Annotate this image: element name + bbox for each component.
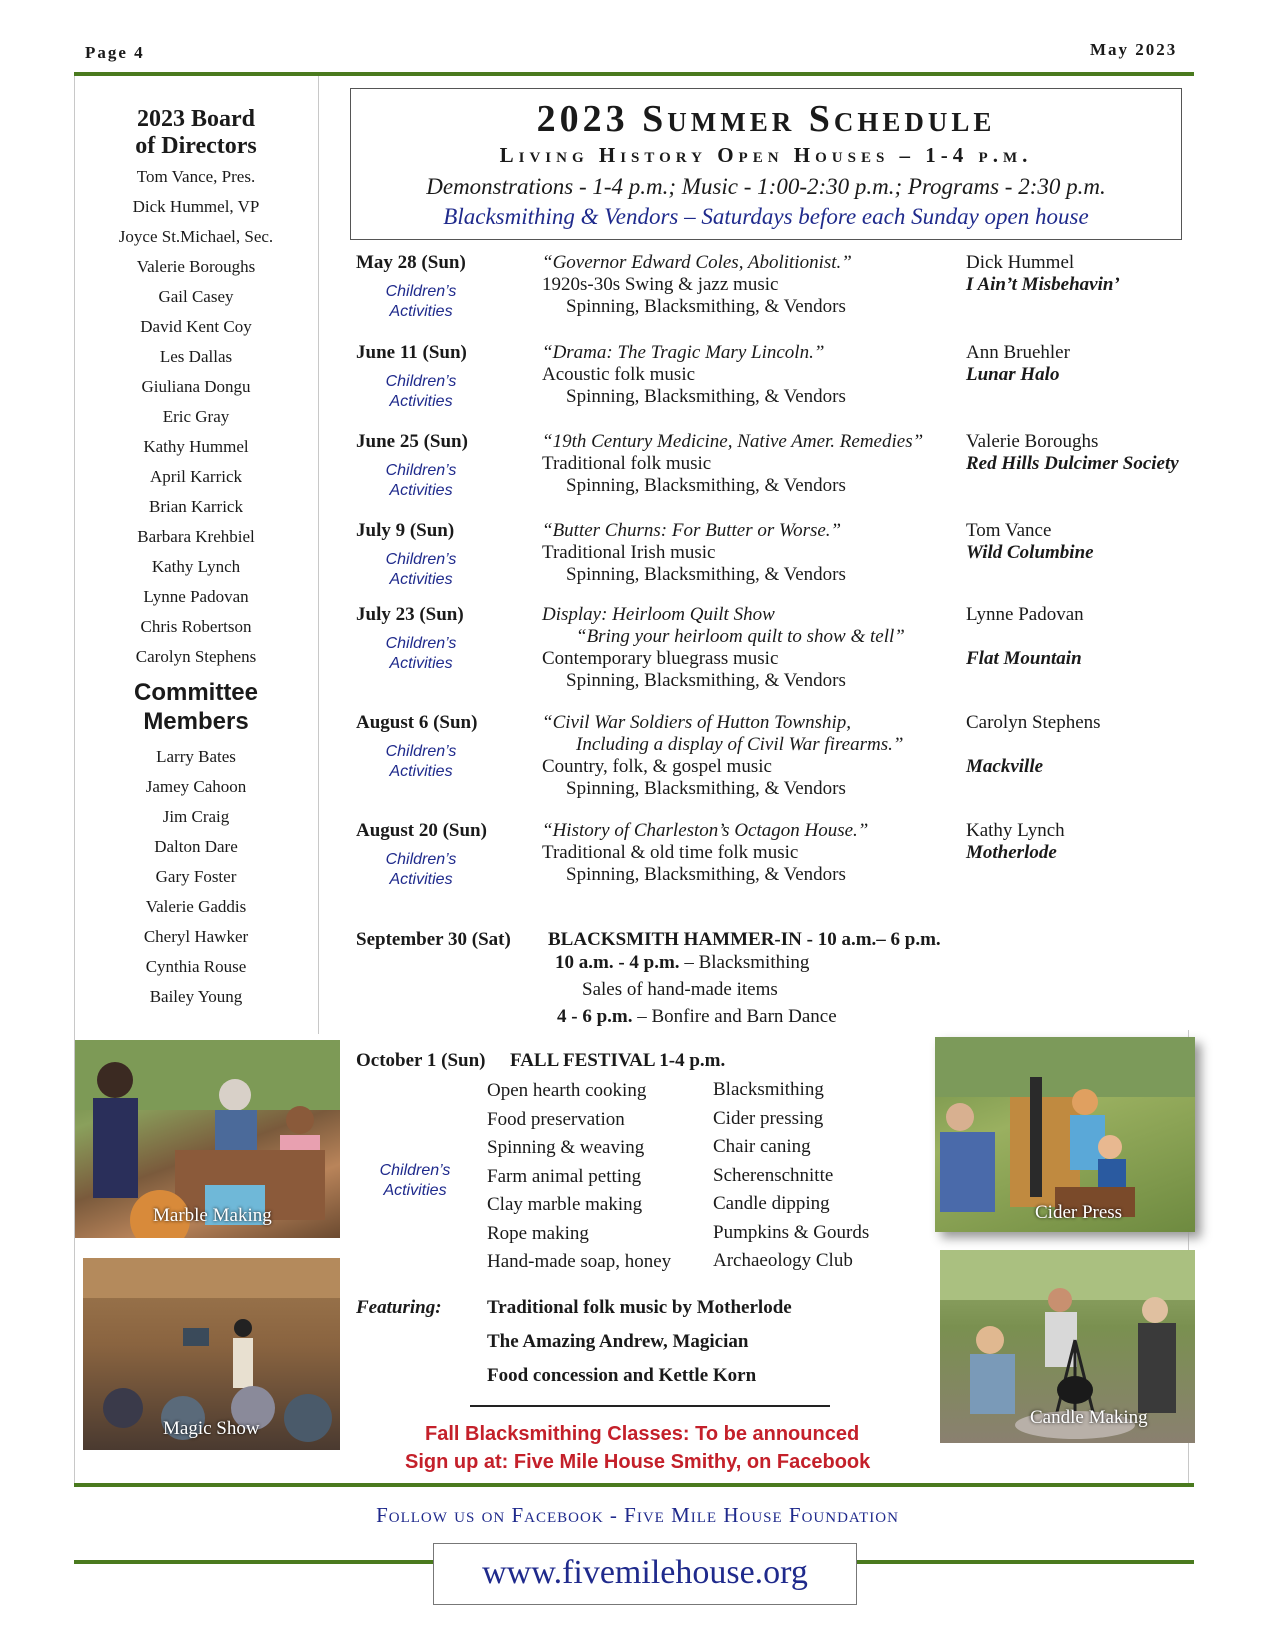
childrens-activities: Children’s Activities [385, 635, 457, 672]
marble-making-caption: Marble Making [153, 1205, 272, 1226]
event-music: Traditional & old time folk music [542, 842, 799, 863]
festival-activity: Chair caning [713, 1136, 811, 1157]
event-music: Acoustic folk music [542, 364, 696, 385]
event-band: Lunar Halo [966, 364, 1060, 385]
board-member: Valerie Boroughs [136, 257, 256, 276]
hammerin-title: BLACKSMITH HAMMER-IN - 10 a.m.– 6 p.m. [548, 929, 941, 950]
festival-activity: Clay marble making [487, 1194, 643, 1215]
website-link[interactable]: www.fivemilehouse.org [433, 1543, 857, 1605]
event-activities: Spinning, Blacksmithing, & Vendors [566, 564, 846, 585]
magic-show-caption: Magic Show [163, 1418, 260, 1439]
event-band: Mackville [966, 756, 1044, 777]
festival-activity: Archaeology Club [713, 1250, 853, 1271]
candle-making-photo [940, 1250, 1195, 1443]
event-date: August 20 (Sun) [356, 820, 487, 841]
board-member: Kathy Hummel [143, 437, 249, 456]
schedule-title: 2023 Summer Schedule [536, 98, 996, 140]
follow-facebook: Follow us on Facebook - Five Mile House Foundation [376, 1503, 899, 1527]
committee-member: Larry Bates [156, 747, 236, 766]
event-activities: Spinning, Blacksmithing, & Vendors [566, 670, 846, 691]
event-date: July 23 (Sun) [356, 604, 464, 625]
board-member: Giuliana Dongu [141, 377, 251, 396]
festival-activity: Rope making [487, 1222, 589, 1244]
top-rule [74, 72, 1194, 76]
childrens-activities: Children’s Activities [385, 743, 457, 780]
hammerin-line-2: Sales of hand-made items [582, 979, 778, 1000]
marble-making-photo [75, 1040, 340, 1238]
board-member: Tom Vance, Pres. [136, 167, 256, 186]
event-program: “Civil War Soldiers of Hutton Township, [542, 712, 851, 733]
hammerin-date: September 30 (Sat) [356, 929, 511, 950]
festival-activity: Farm animal petting [487, 1165, 642, 1187]
hammerin-line-3: 4 - 6 p.m. – Bonfire and Barn Dance [557, 1006, 837, 1027]
schedule-event [356, 431, 1196, 531]
festival-activity: Candle dipping [713, 1193, 830, 1214]
event-program-detail: “Bring your heirloom quilt to show & tell” [576, 626, 905, 647]
event-activities: Spinning, Blacksmithing, & Vendors [566, 778, 846, 799]
schedule-event [356, 712, 1196, 812]
event-band: I Ain’t Misbehavin’ [966, 274, 1120, 295]
board-member: Barbara Krehbiel [137, 527, 255, 546]
childrens-activities: Children’s Activities [385, 462, 457, 499]
event-activities: Spinning, Blacksmithing, & Vendors [566, 296, 846, 317]
board-member: Chris Robertson [140, 617, 252, 636]
featuring-item: Food concession and Kettle Korn [487, 1365, 757, 1386]
event-band: Red Hills Dulcimer Society [966, 453, 1179, 474]
left-border [74, 76, 75, 1484]
festival-activity: Blacksmithing [713, 1079, 824, 1100]
event-activities: Spinning, Blacksmithing, & Vendors [566, 386, 846, 407]
committee-member: Jim Craig [162, 807, 230, 826]
event-activities: Spinning, Blacksmithing, & Vendors [566, 475, 846, 496]
event-program: “Drama: The Tragic Mary Lincoln.” [542, 342, 825, 363]
featuring-label: Featuring: [356, 1297, 442, 1318]
cider-press-caption: Cider Press [1035, 1202, 1123, 1223]
festival-activity: Pumpkins & Gourds [713, 1221, 870, 1243]
board-member: Joyce St.Michael, Sec. [118, 227, 274, 246]
schedule-title-box [350, 88, 1182, 240]
committee-title-2: Members [143, 708, 249, 735]
childrens-activities: Children’s Activities [385, 551, 457, 588]
event-music: Country, folk, & gospel music [542, 756, 772, 777]
board-member: Kathy Lynch [151, 557, 241, 576]
committee-member: Jamey Cahoon [145, 777, 247, 796]
classes-line-1: Fall Blacksmithing Classes: To be announced [425, 1423, 860, 1445]
committee-member: Bailey Young [149, 987, 243, 1006]
issue-date: May 2023 [1090, 40, 1178, 59]
committee-member: Gary Foster [155, 867, 237, 886]
sidebar-divider [318, 76, 319, 1034]
event-presenter: Kathy Lynch [966, 820, 1065, 841]
schedule-event [356, 252, 1196, 352]
festival-date: October 1 (Sun) [356, 1050, 486, 1071]
blacksmith-vendors-note: Blacksmithing & Vendors – Saturdays before each Sunday open house [443, 204, 1089, 229]
childrens-activities: Children’s Activities [385, 373, 457, 410]
event-program: “Butter Churns: For Butter or Worse.” [542, 520, 842, 541]
event-presenter: Dick Hummel [966, 252, 1075, 273]
event-music: Contemporary bluegrass music [542, 648, 779, 669]
board-member: Eric Gray [162, 407, 230, 426]
festival-title: FALL FESTIVAL 1-4 p.m. [510, 1050, 726, 1071]
committee-member: Cheryl Hawker [143, 927, 249, 946]
committee-title-1: Committee [133, 679, 259, 706]
event-date: August 6 (Sun) [356, 712, 478, 733]
event-presenter: Ann Bruehler [966, 342, 1070, 363]
committee-member: Dalton Dare [154, 837, 238, 856]
event-date: June 25 (Sun) [356, 431, 468, 452]
event-program: Display: Heirloom Quilt Show [542, 604, 775, 625]
festival-activity: Food preservation [487, 1108, 625, 1130]
divider-rule [470, 1405, 830, 1407]
event-presenter: Lynne Padovan [966, 604, 1084, 625]
event-program: “19th Century Medicine, Native Amer. Remedies” [542, 431, 924, 452]
board-title-2: of Directors [135, 133, 257, 159]
classes-line-2: Sign up at: Five Mile House Smithy, on Facebook [405, 1451, 871, 1473]
featuring-item: The Amazing Andrew, Magician [487, 1331, 749, 1352]
board-of-directors [76, 106, 316, 1012]
childrens-activities: Children’s Activities [385, 851, 457, 888]
festival-activity: Open hearth cooking [487, 1080, 647, 1101]
board-member: David Kent Coy [140, 317, 252, 336]
schedule-event [356, 604, 1196, 704]
event-presenter: Carolyn Stephens [966, 712, 1101, 733]
board-member: April Karrick [149, 467, 243, 486]
event-band: Motherlode [966, 842, 1057, 863]
schedule-event [356, 820, 1196, 920]
event-date: June 11 (Sun) [356, 342, 467, 363]
event-date: July 9 (Sun) [356, 520, 455, 541]
event-program: “Governor Edward Coles, Abolitionist.” [542, 252, 852, 273]
childrens-activities: Children’s Activities [385, 283, 457, 320]
hammerin-line-1: 10 a.m. - 4 p.m. – Blacksmithing [555, 952, 810, 973]
event-program: “History of Charleston’s Octagon House.” [542, 820, 869, 841]
featuring-item: Traditional folk music by Motherlode [487, 1297, 792, 1318]
footer-rule-top [74, 1483, 1194, 1487]
board-member: Dick Hummel, VP [132, 197, 260, 216]
board-member: Les Dallas [159, 347, 233, 366]
board-member: Carolyn Stephens [135, 647, 257, 666]
event-program-detail: Including a display of Civil War firearms.” [576, 734, 904, 755]
festival-activity: Cider pressing [713, 1107, 824, 1129]
committee-member: Valerie Gaddis [145, 897, 247, 916]
event-music: 1920s-30s Swing & jazz music [542, 274, 779, 295]
event-date: May 28 (Sun) [356, 252, 466, 273]
festival-activity: Spinning & weaving [487, 1137, 645, 1158]
board-member: Lynne Padovan [143, 587, 249, 606]
board-member: Gail Casey [158, 287, 234, 306]
event-band: Flat Mountain [966, 648, 1082, 669]
event-presenter: Tom Vance [966, 520, 1052, 541]
board-title-1: 2023 Board [136, 106, 255, 132]
magic-show-photo [83, 1258, 340, 1450]
committee-member: Cynthia Rouse [145, 957, 247, 976]
open-houses-subtitle: Living History Open Houses – 1-4 p.m. [499, 143, 1033, 167]
event-presenter: Valerie Boroughs [966, 431, 1099, 452]
event-band: Wild Columbine [966, 542, 1094, 563]
cider-press-photo [935, 1037, 1195, 1232]
board-member: Brian Karrick [149, 497, 243, 516]
schedule-event [356, 342, 1196, 442]
event-music: Traditional Irish music [542, 542, 716, 563]
festival-activity: Hand-made soap, honey [487, 1251, 672, 1272]
event-activities: Spinning, Blacksmithing, & Vendors [566, 864, 846, 885]
festival-childrens-activities: Children’s Activities [379, 1162, 451, 1199]
festival-activity: Scherenschnitte [713, 1164, 834, 1186]
event-music: Traditional folk music [542, 453, 712, 474]
page-number: Page 4 [85, 43, 145, 62]
candle-making-caption: Candle Making [1030, 1407, 1148, 1428]
demonstrations-times: Demonstrations - 1-4 p.m.; Music - 1:00-2:30 p.m.; Programs - 2:30 p.m. [426, 174, 1106, 199]
